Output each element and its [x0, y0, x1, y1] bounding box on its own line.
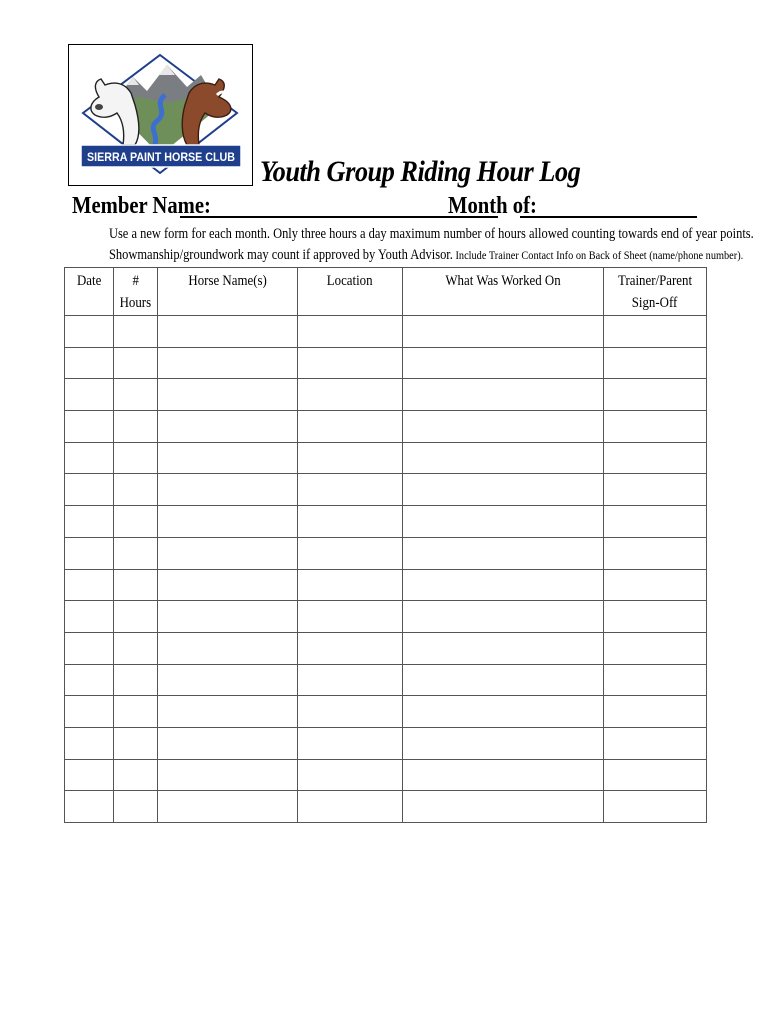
table-row	[65, 316, 707, 348]
location-cell[interactable]	[298, 664, 403, 696]
worked-on-cell[interactable]	[403, 316, 604, 348]
member-name-label: Member Name:	[72, 193, 211, 219]
horse-name-cell[interactable]	[158, 569, 298, 601]
month-label: Month of:	[448, 193, 537, 219]
hours-cell[interactable]	[114, 791, 158, 823]
sign-off-cell[interactable]	[604, 347, 707, 379]
date-cell[interactable]	[65, 474, 114, 506]
header-worked-on	[403, 268, 604, 316]
header-sign-off-line-2: Sign-Off	[632, 295, 678, 311]
date-cell[interactable]	[65, 791, 114, 823]
header-date-label: Date	[76, 273, 102, 289]
location-cell[interactable]	[298, 601, 403, 633]
worked-on-cell[interactable]	[403, 347, 604, 379]
table-row	[65, 347, 707, 379]
header-location	[298, 268, 403, 316]
worked-on-cell[interactable]	[403, 664, 604, 696]
page-title: Youth Group Riding Hour Log	[260, 155, 581, 188]
instructions-line-1: Use a new form for each month. Only three hours a day maximum number of hours allowed counting towards end of year points.	[108, 226, 754, 242]
horse-name-cell[interactable]	[158, 601, 298, 633]
table-row	[65, 379, 707, 411]
date-cell[interactable]	[65, 379, 114, 411]
sign-off-cell[interactable]	[604, 411, 707, 443]
instructions-line-2	[108, 245, 744, 266]
header-hours-label: Hours	[119, 295, 152, 311]
sign-off-cell[interactable]	[604, 601, 707, 633]
horse-name-cell[interactable]	[158, 379, 298, 411]
horse-name-cell[interactable]	[158, 537, 298, 569]
worked-on-cell[interactable]	[403, 537, 604, 569]
location-cell[interactable]	[298, 632, 403, 664]
header-location-label: Location	[327, 273, 373, 289]
date-cell[interactable]	[65, 759, 114, 791]
hours-cell[interactable]	[114, 316, 158, 348]
worked-on-cell[interactable]	[403, 727, 604, 759]
hours-cell[interactable]	[114, 474, 158, 506]
horse-name-cell[interactable]	[158, 791, 298, 823]
location-cell[interactable]	[298, 379, 403, 411]
instructions-line-2-note: Include Trainer Contact Info on Back of Sheet (name/phone number).	[452, 248, 744, 262]
location-cell[interactable]	[298, 506, 403, 538]
sign-off-cell[interactable]	[604, 316, 707, 348]
worked-on-cell[interactable]	[403, 379, 604, 411]
worked-on-cell[interactable]	[403, 632, 604, 664]
sign-off-cell[interactable]	[604, 632, 707, 664]
instructions	[64, 224, 754, 266]
date-cell[interactable]	[65, 664, 114, 696]
hours-cell[interactable]	[114, 727, 158, 759]
worked-on-cell[interactable]	[403, 474, 604, 506]
location-cell[interactable]	[298, 316, 403, 348]
date-cell[interactable]	[65, 569, 114, 601]
hours-cell[interactable]	[114, 347, 158, 379]
table-row	[65, 791, 707, 823]
header-date	[65, 268, 114, 316]
table-row	[65, 632, 707, 664]
sign-off-cell[interactable]	[604, 664, 707, 696]
table-row	[65, 664, 707, 696]
location-cell[interactable]	[298, 696, 403, 728]
sign-off-cell[interactable]	[604, 759, 707, 791]
sign-off-cell[interactable]	[604, 696, 707, 728]
date-cell[interactable]	[65, 506, 114, 538]
logo-text: SIERRA PAINT HORSE CLUB	[87, 150, 236, 164]
location-cell[interactable]	[298, 347, 403, 379]
date-cell[interactable]	[65, 696, 114, 728]
location-cell[interactable]	[298, 474, 403, 506]
table-row	[65, 506, 707, 538]
location-cell[interactable]	[298, 411, 403, 443]
hours-cell[interactable]	[114, 411, 158, 443]
location-cell[interactable]	[298, 442, 403, 474]
location-cell[interactable]	[298, 537, 403, 569]
hours-cell[interactable]	[114, 379, 158, 411]
location-cell[interactable]	[298, 727, 403, 759]
horse-name-cell[interactable]	[158, 632, 298, 664]
worked-on-cell[interactable]	[403, 759, 604, 791]
horse-name-cell[interactable]	[158, 506, 298, 538]
header-horse-names-label: Horse Name(s)	[188, 273, 267, 289]
date-cell[interactable]	[65, 411, 114, 443]
sign-off-cell[interactable]	[604, 474, 707, 506]
date-cell[interactable]	[65, 632, 114, 664]
sign-off-cell[interactable]	[604, 379, 707, 411]
horse-name-cell[interactable]	[158, 316, 298, 348]
sign-off-cell[interactable]	[604, 442, 707, 474]
worked-on-cell[interactable]	[403, 569, 604, 601]
horse-name-cell[interactable]	[158, 664, 298, 696]
logo-graphic	[69, 45, 252, 185]
sign-off-cell[interactable]	[604, 537, 707, 569]
sign-off-cell[interactable]	[604, 569, 707, 601]
month-blank[interactable]	[520, 216, 697, 218]
hours-cell[interactable]	[114, 664, 158, 696]
horse-name-cell[interactable]	[158, 411, 298, 443]
worked-on-cell[interactable]	[403, 791, 604, 823]
log-rows	[65, 316, 707, 823]
worked-on-cell[interactable]	[403, 601, 604, 633]
table-header-row	[65, 268, 707, 316]
header-hours-symbol: #	[132, 273, 139, 289]
hours-cell[interactable]	[114, 506, 158, 538]
date-cell[interactable]	[65, 537, 114, 569]
hours-cell[interactable]	[114, 601, 158, 633]
date-cell[interactable]	[65, 347, 114, 379]
header-horse-names	[158, 268, 298, 316]
horse-name-cell[interactable]	[158, 727, 298, 759]
table-row	[65, 601, 707, 633]
worked-on-cell[interactable]	[403, 506, 604, 538]
table-row	[65, 569, 707, 601]
date-cell[interactable]	[65, 442, 114, 474]
worked-on-cell[interactable]	[403, 442, 604, 474]
worked-on-cell[interactable]	[403, 696, 604, 728]
member-month-line	[72, 190, 697, 222]
header-worked-on-label: What Was Worked On	[445, 273, 561, 289]
horse-name-cell[interactable]	[158, 759, 298, 791]
location-cell[interactable]	[298, 569, 403, 601]
sign-off-cell[interactable]	[604, 727, 707, 759]
worked-on-cell[interactable]	[403, 411, 604, 443]
table-row	[65, 411, 707, 443]
hours-cell[interactable]	[114, 632, 158, 664]
horse-name-cell[interactable]	[158, 442, 298, 474]
hours-cell[interactable]	[114, 759, 158, 791]
date-cell[interactable]	[65, 727, 114, 759]
sign-off-cell[interactable]	[604, 506, 707, 538]
header-sign-off-line-1: Trainer/Parent	[617, 273, 693, 289]
hours-cell[interactable]	[114, 569, 158, 601]
location-cell[interactable]	[298, 759, 403, 791]
table-row	[65, 442, 707, 474]
horse-name-cell[interactable]	[158, 347, 298, 379]
hours-cell[interactable]	[114, 696, 158, 728]
hours-cell[interactable]	[114, 442, 158, 474]
location-cell[interactable]	[298, 791, 403, 823]
horse-name-cell[interactable]	[158, 696, 298, 728]
table-row	[65, 759, 707, 791]
horse-name-cell[interactable]	[158, 474, 298, 506]
table-row	[65, 727, 707, 759]
header-sign-off	[604, 268, 707, 316]
instructions-line-2-main: Showmanship/groundwork may count if approved by Youth Advisor.	[108, 247, 453, 263]
date-cell[interactable]	[65, 316, 114, 348]
table-row	[65, 474, 707, 506]
header-hours	[114, 268, 158, 316]
date-cell[interactable]	[65, 601, 114, 633]
hours-cell[interactable]	[114, 537, 158, 569]
club-logo	[68, 44, 253, 186]
riding-hour-log-table	[64, 267, 707, 823]
table-row	[65, 696, 707, 728]
table-row	[65, 537, 707, 569]
sign-off-cell[interactable]	[604, 791, 707, 823]
